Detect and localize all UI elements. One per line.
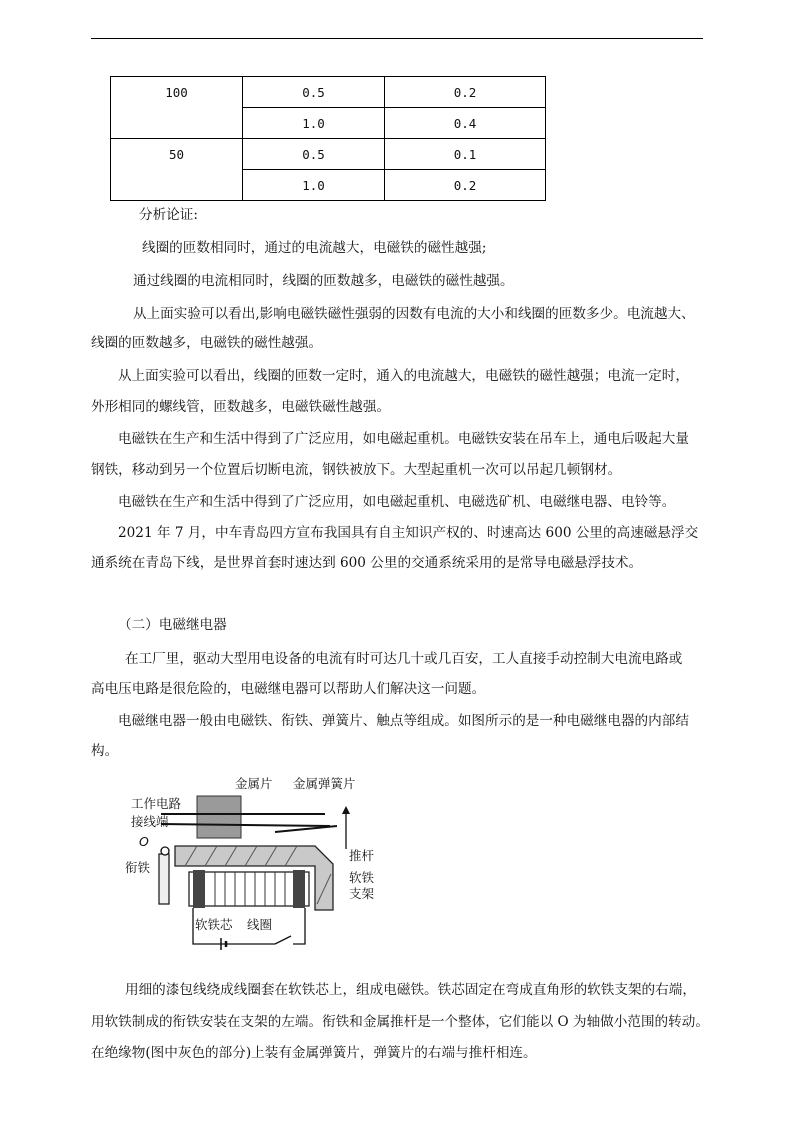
paragraph-line: 通系统在青岛下线，是世界首套时速达到 600 公里的交通系统采用的是常导电磁悬浮技术。: [91, 555, 643, 571]
section-heading: （二）电磁继电器: [118, 617, 227, 633]
header-rule: [91, 38, 703, 39]
paragraph-line: 从上面实验可以看出，线圈的匝数一定时，通入的电流越大，电磁铁的磁性越强；电流一定时，: [118, 368, 689, 384]
table-cell: 0.5: [243, 139, 385, 170]
paragraph-line: 电磁铁在生产和生活中得到了广泛应用，如电磁起重机、电磁选矿机、电磁继电器、电铃等。: [118, 494, 676, 510]
paragraph-line: 高电压电路是很危险的，电磁继电器可以帮助人们解决这一问题。: [91, 681, 486, 697]
paragraph-line: 线圈的匝数越多，电磁铁的磁性越强。: [91, 335, 323, 351]
core-end-right: [293, 870, 305, 908]
table-cell: 0.4: [385, 108, 546, 139]
label-coil: 线圈: [247, 917, 273, 932]
core-end-left: [193, 870, 205, 908]
label-bracket-2: 支架: [349, 886, 375, 901]
armature: [159, 854, 169, 904]
paragraph-line: 从上面实验可以看出,影响电磁铁磁性强弱的因数有电流的大小和线圈的匝数多少。电流越大、: [133, 306, 695, 322]
relay-diagram: [125, 774, 383, 954]
label-armature: 衔铁: [125, 860, 151, 875]
label-work-circuit-1: 工作电路: [131, 796, 182, 811]
push-rod-arrow-icon: [342, 806, 350, 814]
table-row: [111, 77, 546, 108]
metal-spring: [161, 824, 330, 826]
table-cell: 0.2: [385, 77, 546, 108]
table-cell: 0.2: [385, 170, 546, 201]
paragraph-line: 外形相同的螺线管，匝数越多，电磁铁磁性越强。: [91, 399, 391, 415]
spring-end: [275, 826, 337, 832]
label-metal-sheet: 金属片: [235, 776, 273, 791]
table-cell: 1.0: [243, 170, 385, 201]
pivot-o: [161, 847, 169, 855]
paragraph-line: 钢铁，移动到另一个位置后切断电流，钢铁被放下。大型起重机一次可以吊起几顿钢材。: [91, 462, 622, 478]
analysis-heading: 分析论证:: [139, 207, 198, 223]
paragraph-line: 2021 年 7 月，中车青岛四方宣布我国具有自主知识产权的、时速高达 600 公里的高速磁悬浮交: [118, 525, 699, 541]
switch: [275, 936, 291, 944]
table-cell: 50: [111, 139, 243, 201]
coil: [189, 872, 309, 906]
label-push-rod: 推杆: [349, 848, 375, 863]
paragraph-line: 在绝缘物(图中灰色的部分)上装有金属弹簧片，弹簧片的右端与推杆相连。: [91, 1045, 537, 1061]
label-bracket-1: 软铁: [349, 870, 375, 885]
table-cell: 100: [111, 77, 243, 139]
conclusion-1: 线圈的匝数相同时，通过的电流越大，电磁铁的磁性越强;: [142, 240, 487, 256]
data-table: [110, 76, 546, 201]
table-cell: 1.0: [243, 108, 385, 139]
table-cell: 0.5: [243, 77, 385, 108]
paragraph-line: 构。: [91, 743, 119, 759]
label-pivot-o: O: [139, 834, 149, 849]
conclusion-2: 通过线圈的电流相同时，线圈的匝数越多，电磁铁的磁性越强。: [133, 273, 514, 289]
paragraph-line: 用细的漆包线绕成线圈套在软铁芯上，组成电磁铁。铁芯固定在弯成直角形的软铁支架的右端，: [125, 982, 696, 998]
table-row: [111, 139, 546, 170]
paragraph-line: 电磁继电器一般由电磁铁、衔铁、弹簧片、触点等组成。如图所示的是一种电磁继电器的内部结: [118, 713, 689, 729]
paragraph-line: 在工厂里，驱动大型用电设备的电流有时可达几十或几百安，工人直接手动控制大电流电路或: [125, 651, 683, 667]
paragraph-line: 用软铁制成的衔铁安装在支架的左端。衔铁和金属推杆是一个整体，它们能以 O 为轴做小范围的转动。: [91, 1014, 709, 1030]
insulator-block: [197, 796, 241, 838]
paragraph-line: 电磁铁在生产和生活中得到了广泛应用，如电磁起重机。电磁铁安装在吊车上，通电后吸起大量: [118, 431, 689, 447]
label-metal-spring: 金属弹簧片: [293, 776, 356, 791]
label-work-circuit-2: 接线端: [131, 814, 169, 829]
label-core: 软铁芯: [195, 917, 233, 932]
table-cell: 0.1: [385, 139, 546, 170]
